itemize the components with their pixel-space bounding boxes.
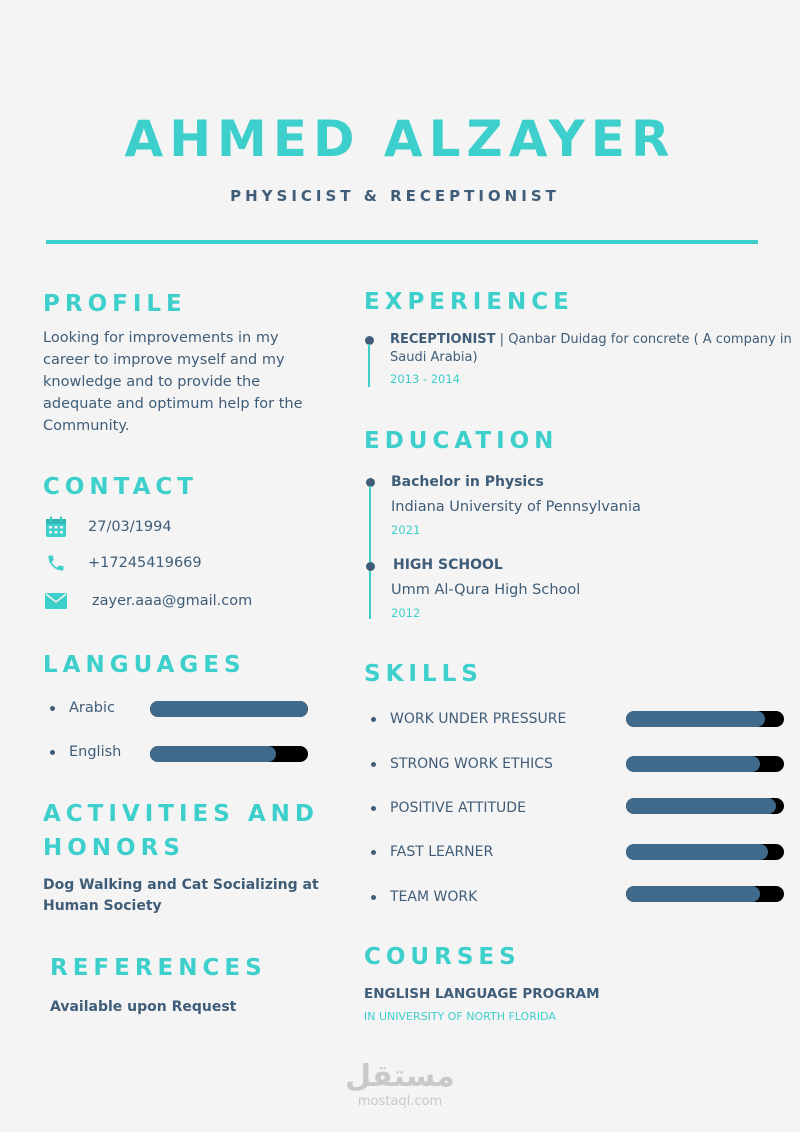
timeline-line: [368, 344, 370, 387]
bullet-icon: [371, 806, 376, 811]
email-value: zayer.aaa@gmail.com: [92, 593, 253, 609]
education-heading: EDUCATION: [364, 428, 559, 454]
language-label: Arabic: [69, 700, 115, 716]
experience-company: | Qanbar Duidag for concrete ( A company in Saudi Arabia): [390, 332, 792, 365]
skill-label: FAST LEARNER: [390, 844, 494, 860]
skill-item: [371, 800, 526, 816]
skill-bar: [626, 798, 784, 814]
contact-heading: CONTACT: [43, 474, 198, 500]
bullet-icon: [371, 717, 376, 722]
experience-dates: 2013 - 2014: [390, 372, 460, 386]
watermark-url: mostaql.com: [357, 1094, 443, 1109]
skill-bar-fill: [626, 886, 760, 902]
skill-item: [371, 889, 477, 905]
activities-heading-line2: HONORS: [43, 835, 185, 861]
skill-bar: [626, 844, 784, 860]
profile-heading: PROFILE: [43, 291, 187, 317]
education-school: Indiana University of Pennsylvania: [391, 499, 641, 515]
skill-bar: [626, 886, 784, 902]
language-label: English: [69, 744, 122, 760]
header-divider: [46, 240, 758, 244]
bullet-icon: [371, 850, 376, 855]
resume-name: AHMED ALZAYER: [124, 110, 676, 168]
watermark-logo: مستقل: [345, 1059, 455, 1094]
bullet-icon: [371, 895, 376, 900]
language-item-arabic: [50, 700, 115, 716]
bullet-icon: [50, 706, 55, 711]
resume-title: PHYSICIST & RECEPTIONIST: [230, 187, 560, 205]
courses-heading: COURSES: [364, 944, 521, 970]
experience-heading: EXPERIENCE: [364, 289, 574, 315]
timeline-dot: [366, 562, 375, 571]
skill-label: WORK UNDER PRESSURE: [390, 711, 567, 727]
skill-item: [371, 756, 553, 772]
skill-bar-fill: [626, 844, 768, 860]
skill-bar-fill: [626, 798, 776, 814]
skills-heading: SKILLS: [364, 661, 483, 687]
references-text: Available upon Request: [50, 999, 237, 1015]
skill-label: STRONG WORK ETHICS: [390, 756, 553, 772]
contact-email: [44, 589, 252, 613]
activities-text: Dog Walking and Cat Socializing at Human Society: [43, 877, 319, 914]
language-bar-fill: [150, 746, 276, 762]
education-degree: Bachelor in Physics: [391, 474, 544, 490]
skill-bar: [626, 711, 784, 727]
birthdate-value: 27/03/1994: [88, 519, 172, 535]
skill-bar: [626, 756, 784, 772]
skill-item: [371, 844, 493, 860]
education-degree: HIGH SCHOOL: [393, 557, 503, 573]
email-icon: [44, 589, 68, 613]
contact-birthdate: [44, 515, 172, 539]
profile-text: Looking for improvements in my career to improve myself and my knowledge and to provide the adequate and optimum help for the Community.: [43, 330, 303, 434]
bullet-icon: [50, 750, 55, 755]
activities-heading-line1: ACTIVITIES AND: [43, 801, 319, 827]
language-bar-english: [150, 746, 308, 762]
course-title: ENGLISH LANGUAGE PROGRAM: [364, 986, 600, 1002]
skill-label: TEAM WORK: [390, 889, 478, 905]
languages-heading: LANGUAGES: [43, 652, 246, 678]
education-year: 2021: [391, 523, 421, 537]
contact-phone: [44, 551, 202, 575]
experience-role: RECEPTIONIST: [390, 332, 496, 347]
bullet-icon: [371, 762, 376, 767]
timeline-line: [369, 486, 371, 619]
skill-item: [371, 711, 566, 727]
references-heading: REFERENCES: [50, 955, 267, 981]
language-item-english: [50, 744, 121, 760]
skill-bar-fill: [626, 711, 765, 727]
language-bar-arabic: [150, 701, 308, 717]
skill-bar-fill: [626, 756, 760, 772]
education-school: Umm Al-Qura High School: [391, 582, 581, 598]
experience-entry: [390, 331, 800, 367]
phone-value: +17245419669: [88, 555, 202, 571]
education-year: 2012: [391, 606, 421, 620]
course-subtitle: IN UNIVERSITY OF NORTH FLORIDA: [364, 1010, 556, 1023]
calendar-icon: [44, 515, 68, 539]
language-bar-fill: [150, 701, 308, 717]
skill-label: POSITIVE ATTITUDE: [390, 800, 526, 816]
phone-icon: [44, 551, 68, 575]
